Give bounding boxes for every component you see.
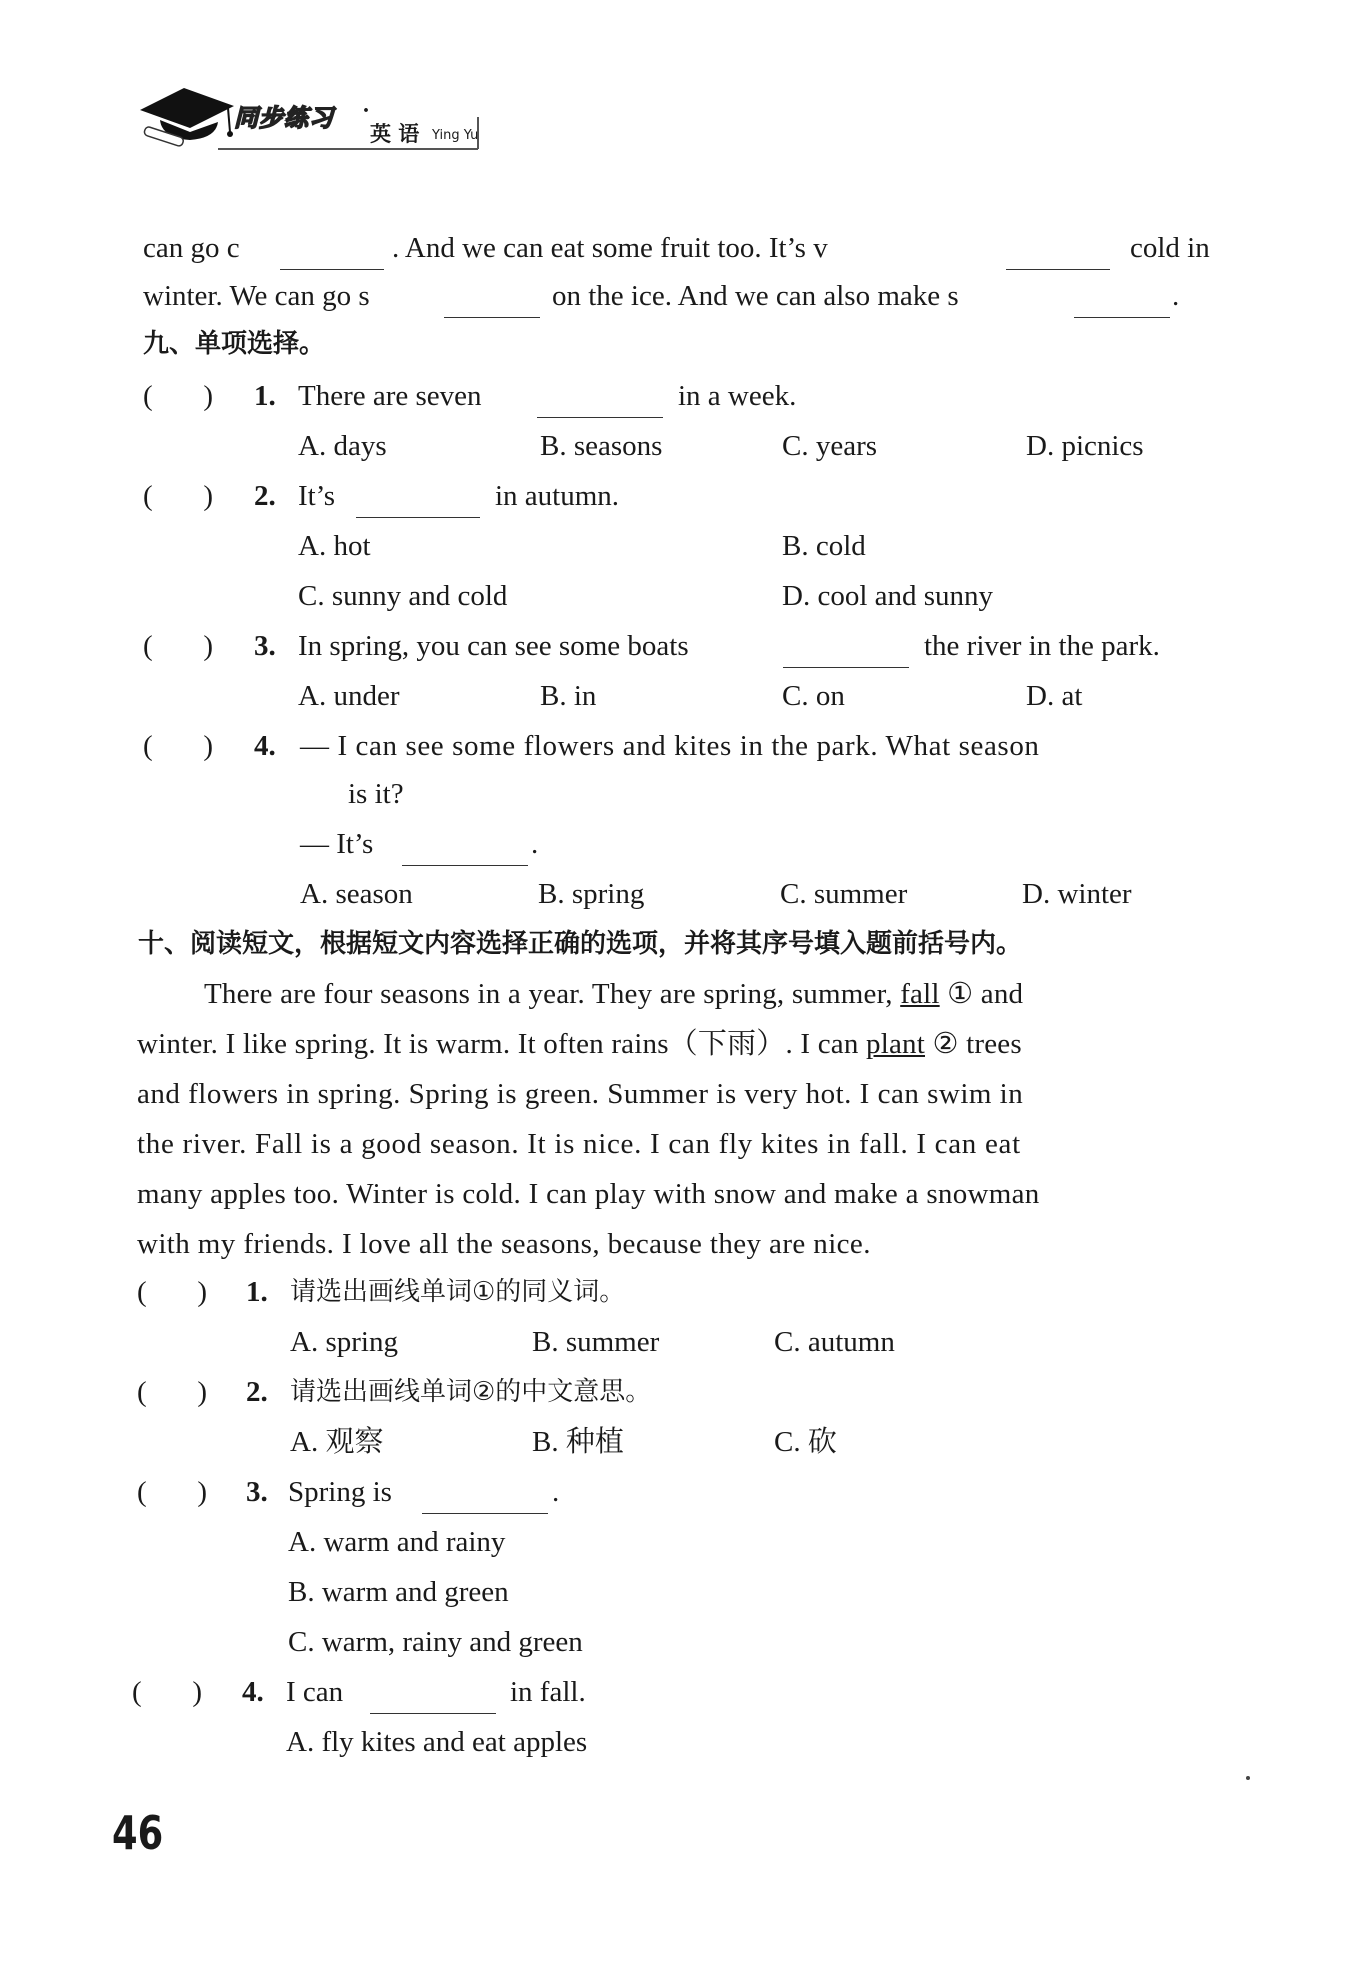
s9-question-3: ( ) 3. In spring, you can see some boats the river in the park.: [0, 624, 1350, 668]
s10-question-4: ( ) 4. I can in fall.: [0, 1670, 1350, 1714]
section-9-heading: 九、单项选择。: [143, 329, 326, 359]
underlined-word-plant: plant: [866, 1028, 925, 1060]
s10-question-1: ( ) 1. 请选出画线单词①的同义词。: [0, 1270, 1350, 1314]
header-subject: 英 语: [370, 122, 420, 146]
page-header: [138, 80, 498, 160]
answer-bracket[interactable]: ( ): [143, 480, 214, 512]
header-brand: 同步练习: [234, 104, 334, 132]
reading-line-6: with my friends. I love all the seasons, because they are nice.: [137, 1228, 871, 1260]
answer-bracket[interactable]: ( ): [132, 1676, 203, 1708]
answer-bracket[interactable]: ( ): [143, 630, 214, 662]
answer-bracket[interactable]: ( ): [137, 1376, 208, 1408]
header-rule: [218, 148, 478, 150]
s9-q3-options: A. under B. in C. on D. at: [298, 680, 1083, 712]
s9-question-4: ( ) 4. — I can see some flowers and kites in the park. What season: [0, 724, 1350, 768]
answer-blank[interactable]: [1074, 284, 1170, 318]
s10-q3-option-c: C. warm, rainy and green: [288, 1626, 583, 1658]
s9-q4-answer-line: — It’s .: [0, 822, 1350, 866]
s9-q2-options-row1: A. hot B. cold: [298, 530, 866, 562]
answer-blank[interactable]: [1006, 236, 1110, 270]
answer-blank[interactable]: [402, 832, 528, 866]
header-pinyin: Ying Yu: [432, 128, 479, 143]
s9-q4-continuation: is it?: [348, 778, 404, 810]
reading-line-3: and flowers in spring. Spring is green. Summer is very hot. I can swim in: [137, 1078, 1024, 1110]
reading-line-4: the river. Fall is a good season. It is nice. I can fly kites in fall. I can eat: [137, 1128, 1021, 1160]
s10-q1-options: A. spring B. summer C. autumn: [290, 1326, 895, 1358]
answer-blank[interactable]: [280, 236, 384, 270]
header-dot: ·: [362, 98, 371, 124]
s9-question-2: ( ) 2. It’s in autumn.: [0, 474, 1350, 518]
answer-blank[interactable]: [783, 634, 909, 668]
section-10-heading: 十、阅读短文，根据短文内容选择正确的选项，并将其序号填入题前括号内。: [138, 929, 1023, 959]
answer-blank[interactable]: [537, 384, 663, 418]
s9-q4-options: A. season B. spring C. summer D. winter: [300, 878, 1132, 910]
s9-q2-options-row2: C. sunny and cold D. cool and sunny: [298, 580, 994, 612]
answer-bracket[interactable]: ( ): [143, 730, 214, 762]
graduation-cap-icon: [138, 80, 238, 152]
circled-mark-2: ②: [932, 1028, 959, 1060]
s10-question-3: ( ) 3. Spring is .: [0, 1470, 1350, 1514]
s10-q4-option-a: A. fly kites and eat apples: [286, 1726, 588, 1758]
passage-line-1: can go c . And we can eat some fruit too. It’s v cold in: [0, 226, 1350, 270]
answer-bracket[interactable]: ( ): [137, 1476, 208, 1508]
s9-question-1: ( ) 1. There are seven in a week.: [0, 374, 1350, 418]
answer-blank[interactable]: [444, 284, 540, 318]
passage-line-2: winter. We can go s on the ice. And we can also make s .: [0, 274, 1350, 318]
header-rule-end: [477, 117, 479, 149]
answer-bracket[interactable]: ( ): [143, 380, 214, 412]
print-speck: [1246, 1776, 1250, 1780]
s10-question-2: ( ) 2. 请选出画线单词②的中文意思。: [0, 1370, 1350, 1414]
underlined-word-fall: fall: [900, 978, 940, 1010]
answer-blank[interactable]: [370, 1680, 496, 1714]
s10-q3-option-b: B. warm and green: [288, 1576, 509, 1608]
answer-blank[interactable]: [356, 484, 480, 518]
page-number: 46: [112, 1806, 164, 1860]
answer-bracket[interactable]: ( ): [137, 1276, 208, 1308]
reading-line-5: many apples too. Winter is cold. I can play with snow and make a snowman: [137, 1178, 1040, 1210]
answer-blank[interactable]: [422, 1480, 548, 1514]
s10-q2-options: A. 观察 B. 种植 C. 砍: [290, 1426, 837, 1458]
reading-line-1: There are four seasons in a year. They are spring, summer, fall ① and: [204, 978, 1024, 1010]
reading-line-2: winter. I like spring. It is warm. It often rains（下雨）. I can plant ② trees: [137, 1028, 1022, 1060]
s10-q3-option-a: A. warm and rainy: [288, 1526, 506, 1558]
circled-mark-1: ①: [947, 978, 974, 1010]
s9-q1-options: A. days B. seasons C. years D. picnics: [298, 430, 1144, 462]
